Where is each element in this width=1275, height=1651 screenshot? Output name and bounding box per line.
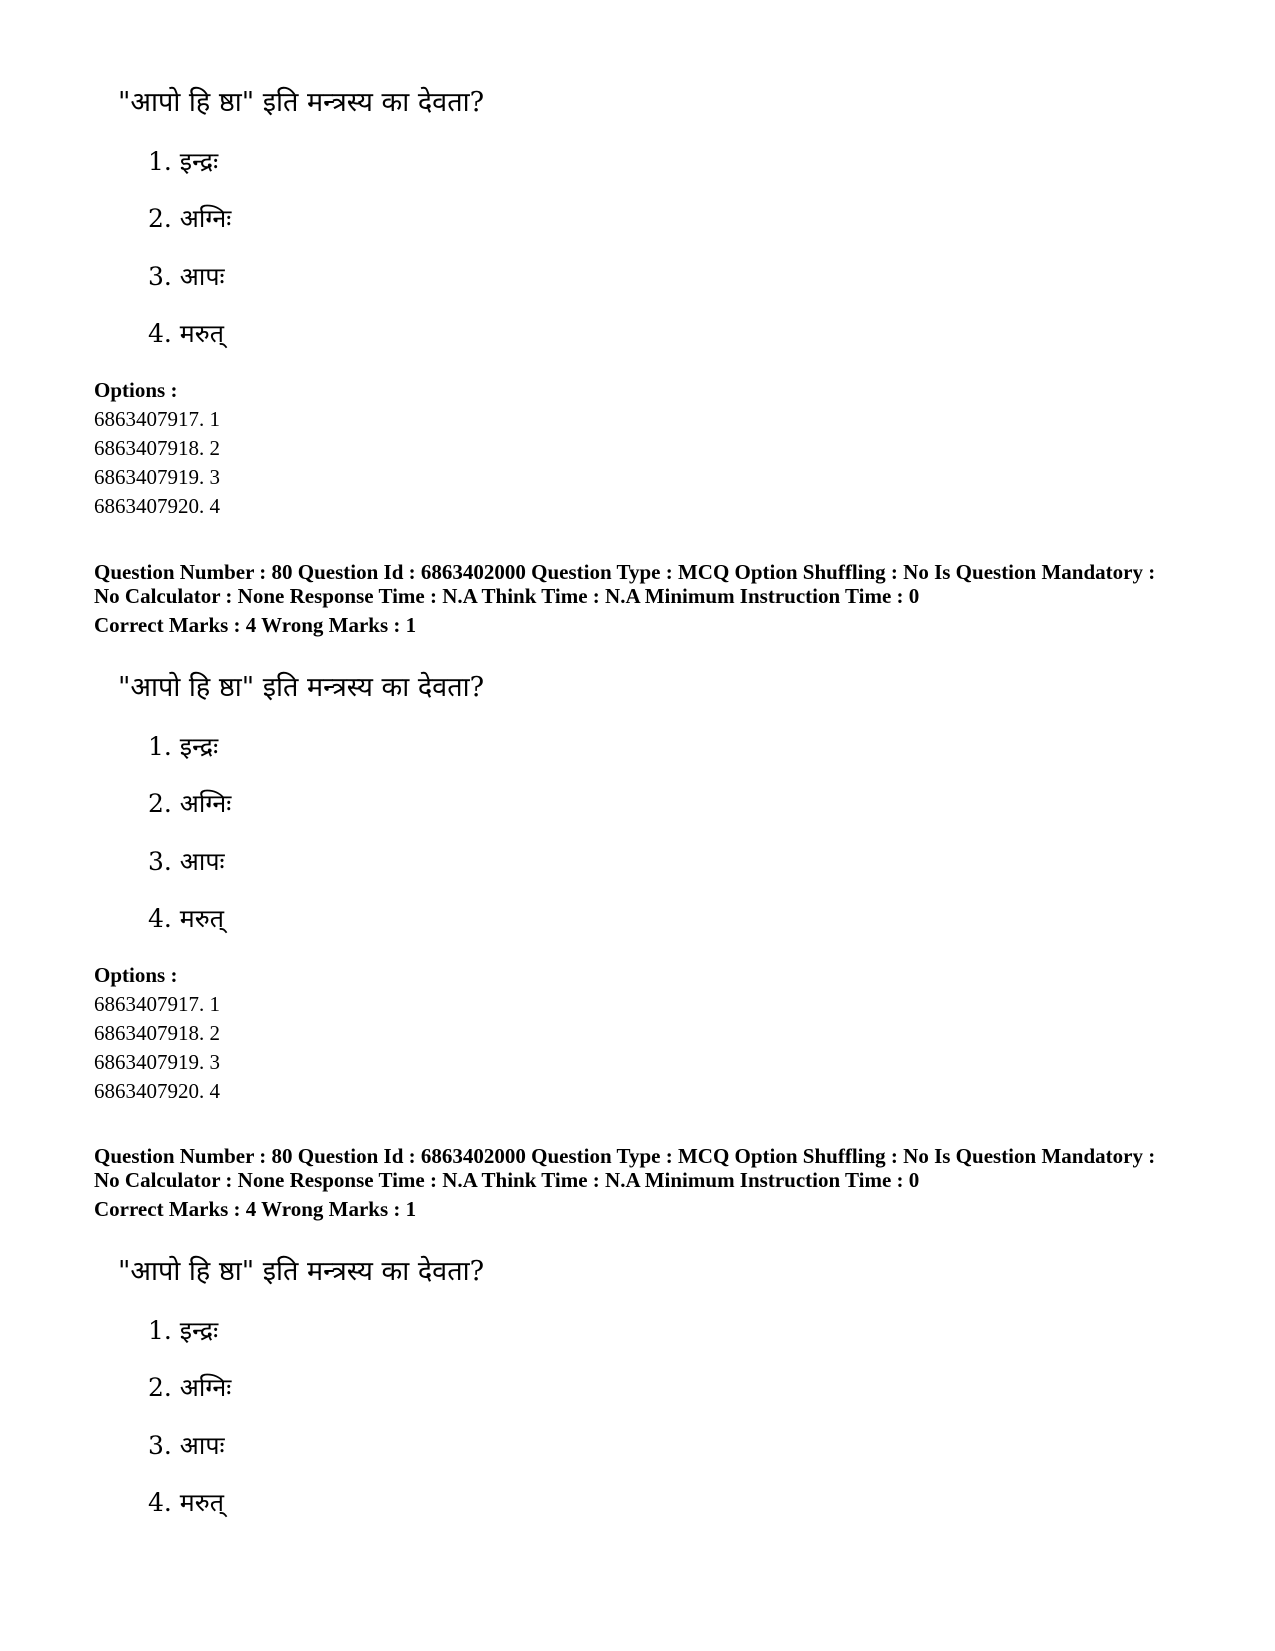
- option-line-1: 6863407917. 1: [94, 992, 220, 1016]
- question-text: "आपो हि ष्ठा" इति मन्त्रस्य का देवता?: [118, 87, 485, 118]
- question-meta-line-2: No Calculator : None Response Time : N.A Think Time : N.A Minimum Instruction Time : 0: [94, 584, 920, 608]
- choice-2: 2. अग्निः: [148, 204, 232, 233]
- choice-4: 4. मरुत्: [148, 1488, 224, 1517]
- choice-4: 4. मरुत्: [148, 319, 224, 348]
- choice-1: 1. इन्द्रः: [148, 732, 219, 761]
- options-label: Options :: [94, 378, 178, 402]
- question-text: "आपो हि ष्ठा" इति मन्त्रस्य का देवता?: [118, 672, 485, 703]
- choice-4: 4. मरुत्: [148, 904, 224, 933]
- choice-1: 1. इन्द्रः: [148, 147, 219, 176]
- question-meta-line-1: Question Number : 80 Question Id : 6863402000 Question Type : MCQ Option Shuffling : No Is Question Mandatory :: [94, 1144, 1156, 1168]
- choice-3: 3. आपः: [148, 1431, 225, 1460]
- option-line-4: 6863407920. 4: [94, 1079, 220, 1103]
- choice-3: 3. आपः: [148, 847, 225, 876]
- choice-2: 2. अग्निः: [148, 789, 232, 818]
- option-line-2: 6863407918. 2: [94, 436, 220, 460]
- option-line-3: 6863407919. 3: [94, 465, 220, 489]
- question-text: "आपो हि ष्ठा" इति मन्त्रस्य का देवता?: [118, 1256, 485, 1287]
- option-line-4: 6863407920. 4: [94, 494, 220, 518]
- choice-3: 3. आपः: [148, 262, 225, 291]
- option-line-3: 6863407919. 3: [94, 1050, 220, 1074]
- question-marks: Correct Marks : 4 Wrong Marks : 1: [94, 613, 417, 637]
- choice-2: 2. अग्निः: [148, 1373, 232, 1402]
- question-marks: Correct Marks : 4 Wrong Marks : 1: [94, 1197, 417, 1221]
- options-label: Options :: [94, 963, 178, 987]
- question-meta-line-2: No Calculator : None Response Time : N.A Think Time : N.A Minimum Instruction Time : 0: [94, 1168, 920, 1192]
- option-line-2: 6863407918. 2: [94, 1021, 220, 1045]
- option-line-1: 6863407917. 1: [94, 407, 220, 431]
- question-meta-line-1: Question Number : 80 Question Id : 6863402000 Question Type : MCQ Option Shuffling : No Is Question Mandatory :: [94, 560, 1156, 584]
- choice-1: 1. इन्द्रः: [148, 1316, 219, 1345]
